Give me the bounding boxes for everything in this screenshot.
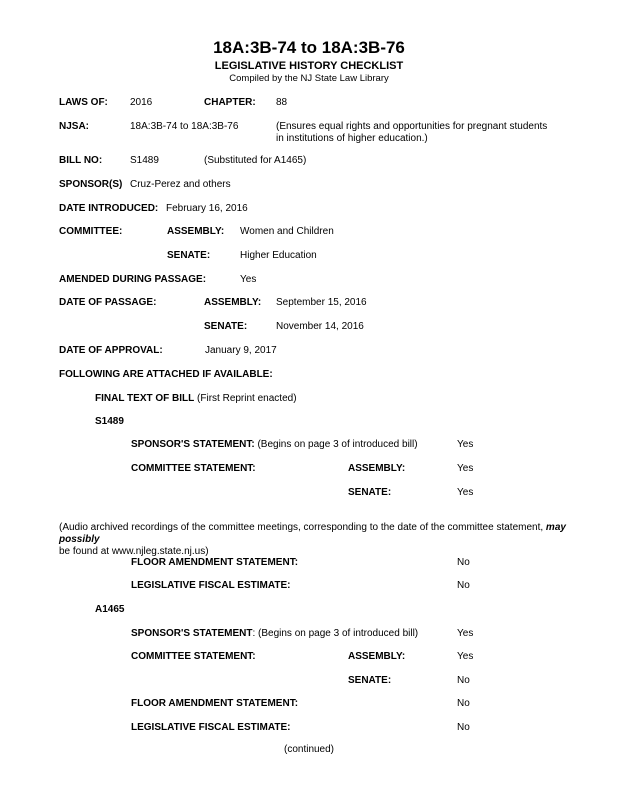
date-of-passage-label: DATE OF PASSAGE: xyxy=(59,297,157,308)
final-text-note: (First Reprint enacted) xyxy=(194,393,297,404)
a1465-sponsor-statement xyxy=(131,628,418,640)
a1465-fiscal-estimate-label: LEGISLATIVE FISCAL ESTIMATE: xyxy=(131,722,291,733)
date-introduced-value: February 16, 2016 xyxy=(166,203,248,214)
s1489-sponsor-statement-note: (Begins on page 3 of introduced bill) xyxy=(254,439,418,450)
s1489-sponsor-statement-label: SPONSOR'S STATEMENT: xyxy=(131,439,255,450)
passage-assembly-value: September 15, 2016 xyxy=(276,297,367,308)
njsa-description: (Ensures equal rights and opportunities for pregnant students in institutions of higher education.) xyxy=(276,121,548,144)
audio-note-emphasis: may possibly xyxy=(59,522,566,545)
chapter-value: 88 xyxy=(276,97,288,108)
a1465-floor-amendment-label: FLOOR AMENDMENT STATEMENT: xyxy=(131,698,299,709)
committee-label: COMMITTEE: xyxy=(59,226,123,237)
audio-note-link-text: be found at www.njleg.state.nj.us) xyxy=(59,546,209,557)
passage-assembly-label: ASSEMBLY: xyxy=(204,297,262,308)
laws-of-value: 2016 xyxy=(130,97,153,108)
page-subtitle: LEGISLATIVE HISTORY CHECKLIST xyxy=(214,60,404,72)
laws-of-label: LAWS OF: xyxy=(59,97,108,108)
njsa-label: NJSA: xyxy=(59,121,90,132)
attached-heading: FOLLOWING ARE ATTACHED IF AVAILABLE: xyxy=(59,369,273,380)
date-introduced-label: DATE INTRODUCED: xyxy=(59,203,159,214)
committee-assembly-label: ASSEMBLY: xyxy=(167,226,225,237)
passage-senate-value: November 14, 2016 xyxy=(276,321,364,332)
sponsors-label: SPONSOR(S) xyxy=(59,179,123,190)
s1489-heading: S1489 xyxy=(95,416,124,427)
a1465-sponsor-statement-label: SPONSOR'S STATEMENT xyxy=(131,628,253,639)
a1465-fiscal-estimate-value: No xyxy=(457,722,470,733)
s1489-fiscal-estimate-label: LEGISLATIVE FISCAL ESTIMATE: xyxy=(131,580,291,591)
bill-substituted: (Substituted for A1465) xyxy=(204,155,307,166)
final-text-label: FINAL TEXT OF BILL xyxy=(95,393,195,404)
chapter-label: CHAPTER: xyxy=(204,97,256,108)
bill-no-label: BILL NO: xyxy=(59,155,103,166)
s1489-senate-label: SENATE: xyxy=(348,487,392,498)
njsa-value: 18A:3B-74 to 18A:3B-76 xyxy=(130,121,239,132)
continued-note: (continued) xyxy=(283,744,335,755)
a1465-committee-statement-label: COMMITTEE STATEMENT: xyxy=(131,651,256,662)
s1489-assembly-value: Yes xyxy=(457,463,474,474)
committee-senate-label: SENATE: xyxy=(167,250,211,261)
s1489-sponsor-statement xyxy=(131,439,418,451)
bill-no-value: S1489 xyxy=(130,155,159,166)
s1489-floor-amendment-label: FLOOR AMENDMENT STATEMENT: xyxy=(131,557,299,568)
audio-archive-note xyxy=(59,522,604,558)
sponsors-value: Cruz-Perez and others xyxy=(130,179,231,190)
compiled-by: Compiled by the NJ State Law Library xyxy=(229,73,389,84)
s1489-sponsor-statement-value: Yes xyxy=(457,439,474,450)
s1489-committee-statement-label: COMMITTEE STATEMENT: xyxy=(131,463,256,474)
a1465-assembly-value: Yes xyxy=(457,651,474,662)
amended-label: AMENDED DURING PASSAGE: xyxy=(59,274,207,285)
a1465-assembly-label: ASSEMBLY: xyxy=(348,651,406,662)
a1465-senate-label: SENATE: xyxy=(348,675,392,686)
passage-senate-label: SENATE: xyxy=(204,321,248,332)
a1465-sponsor-statement-value: Yes xyxy=(457,628,474,639)
date-of-approval-value: January 9, 2017 xyxy=(205,345,277,356)
amended-value: Yes xyxy=(240,274,257,285)
s1489-fiscal-estimate-value: No xyxy=(457,580,470,591)
s1489-senate-value: Yes xyxy=(457,487,474,498)
page-title: 18A:3B-74 to 18A:3B-76 xyxy=(213,38,405,57)
a1465-senate-value: No xyxy=(457,675,470,686)
date-of-approval-label: DATE OF APPROVAL: xyxy=(59,345,163,356)
committee-senate-value: Higher Education xyxy=(240,250,317,261)
s1489-assembly-label: ASSEMBLY: xyxy=(348,463,406,474)
audio-note-text: (Audio archived recordings of the committee meetings, corresponding to the date of the committee statement, xyxy=(59,522,546,533)
s1489-floor-amendment-value: No xyxy=(457,557,470,568)
a1465-sponsor-statement-note: : (Begins on page 3 of introduced bill) xyxy=(252,628,419,639)
committee-assembly-value: Women and Children xyxy=(240,226,334,237)
a1465-heading: A1465 xyxy=(95,604,125,615)
a1465-floor-amendment-value: No xyxy=(457,698,470,709)
final-text-row xyxy=(95,393,297,405)
